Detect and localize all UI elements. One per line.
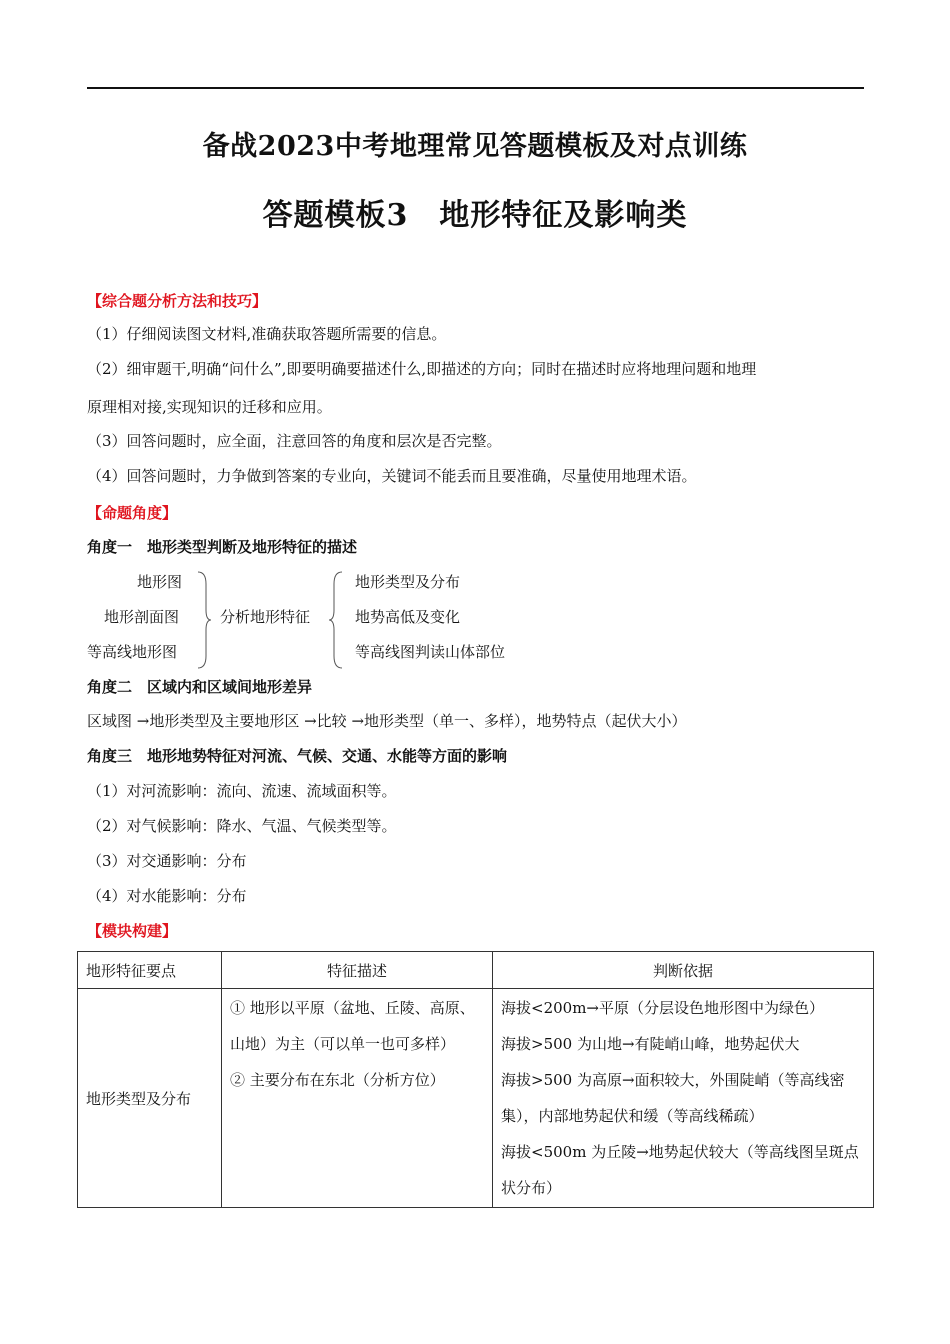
method-item-3: （3）回答问题时，应全面，注意回答的角度和层次是否完整。 xyxy=(87,432,502,450)
header-rule xyxy=(87,87,864,89)
method-item-4: （4）回答问题时，力争做到答案的专业向，关键词不能丢而且要准确，尽量使用地理术语。 xyxy=(87,467,697,485)
table-header-cell: 地形特征要点 xyxy=(78,952,222,989)
angle-3-heading: 角度三 地形地势特征对河流、气候、交通、水能等方面的影响 xyxy=(87,747,508,765)
angle-1-heading: 角度一 地形类型判断及地形特征的描述 xyxy=(87,538,358,556)
table-header-row xyxy=(78,952,874,989)
method-item-2: （2）细审题干,明确“问什么”,即要明确要描述什么,即描述的方向；同时在描述时应将地理问题和地理 xyxy=(87,360,757,378)
diagram-left-item: 地形剖面图 xyxy=(104,608,180,626)
diagram-left-item: 等高线地形图 xyxy=(87,643,178,661)
diagram-right-item: 等高线图判读山体部位 xyxy=(355,643,506,661)
template-subtitle: 答题模板3 地形特征及影响类 xyxy=(262,198,688,233)
diagram-middle: 分析地形特征 xyxy=(220,608,311,626)
basis-item: 海拔>500 为高原→面积较大，外围陡峭（等高线密集），内部地势起伏和缓（等高线稀疏） xyxy=(501,1071,845,1125)
method-item-1: （1）仔细阅读图文材料,准确获取答题所需要的信息。 xyxy=(87,325,447,343)
basis-item: 海拔<200m→平原（分层设色地形图中为绿色） xyxy=(501,999,824,1017)
angle-2-flow: 区域图 →地形类型及主要地形区 →比较 →地形类型（单一、多样），地势特点（起伏大小） xyxy=(87,712,687,730)
table-header-cell: 特征描述 xyxy=(222,952,493,989)
section-heading-methods: 【综合题分析方法和技巧】 xyxy=(87,292,268,310)
diagram-left-item: 地形图 xyxy=(137,573,183,591)
diagram-left-brace xyxy=(196,570,212,670)
diagram-right-item: 地势高低及变化 xyxy=(355,608,461,626)
table-row xyxy=(78,989,874,1208)
diagram-right-item: 地形类型及分布 xyxy=(355,573,461,591)
table-cell-point: 地形类型及分布 xyxy=(78,989,222,1208)
module-table xyxy=(77,951,874,1208)
table-cell-basis xyxy=(493,989,874,1208)
section-heading-angles: 【命题角度】 xyxy=(87,504,178,522)
table-cell-description xyxy=(222,989,493,1208)
method-item-2-cont: 原理相对接,实现知识的迁移和应用。 xyxy=(87,398,332,416)
angle-3-item: （2）对气候影响：降水、气温、气候类型等。 xyxy=(87,817,397,835)
table-header-cell: 判断依据 xyxy=(493,952,874,989)
document-title: 备战2023中考地理常见答题模板及对点训练 xyxy=(202,131,748,162)
basis-item: 海拔>500 为山地→有陡峭山峰，地势起伏大 xyxy=(501,1035,800,1053)
basis-item: 海拔<500m 为丘陵→地势起伏较大（等高线图呈斑点状分布） xyxy=(501,1143,859,1197)
section-heading-module: 【模块构建】 xyxy=(87,922,178,940)
angle-3-item: （1）对河流影响：流向、流速、流域面积等。 xyxy=(87,782,397,800)
diagram-right-brace xyxy=(328,570,344,670)
description-item: ② 主要分布在东北（分析方位） xyxy=(230,1071,445,1089)
description-item: ① 地形以平原（盆地、丘陵、高原、山地）为主（可以单一也可多样） xyxy=(230,999,475,1053)
angle-3-item: （4）对水能影响：分布 xyxy=(87,887,247,905)
angle-2-heading: 角度二 区域内和区域间地形差异 xyxy=(87,678,313,696)
angle-3-item: （3）对交通影响：分布 xyxy=(87,852,247,870)
